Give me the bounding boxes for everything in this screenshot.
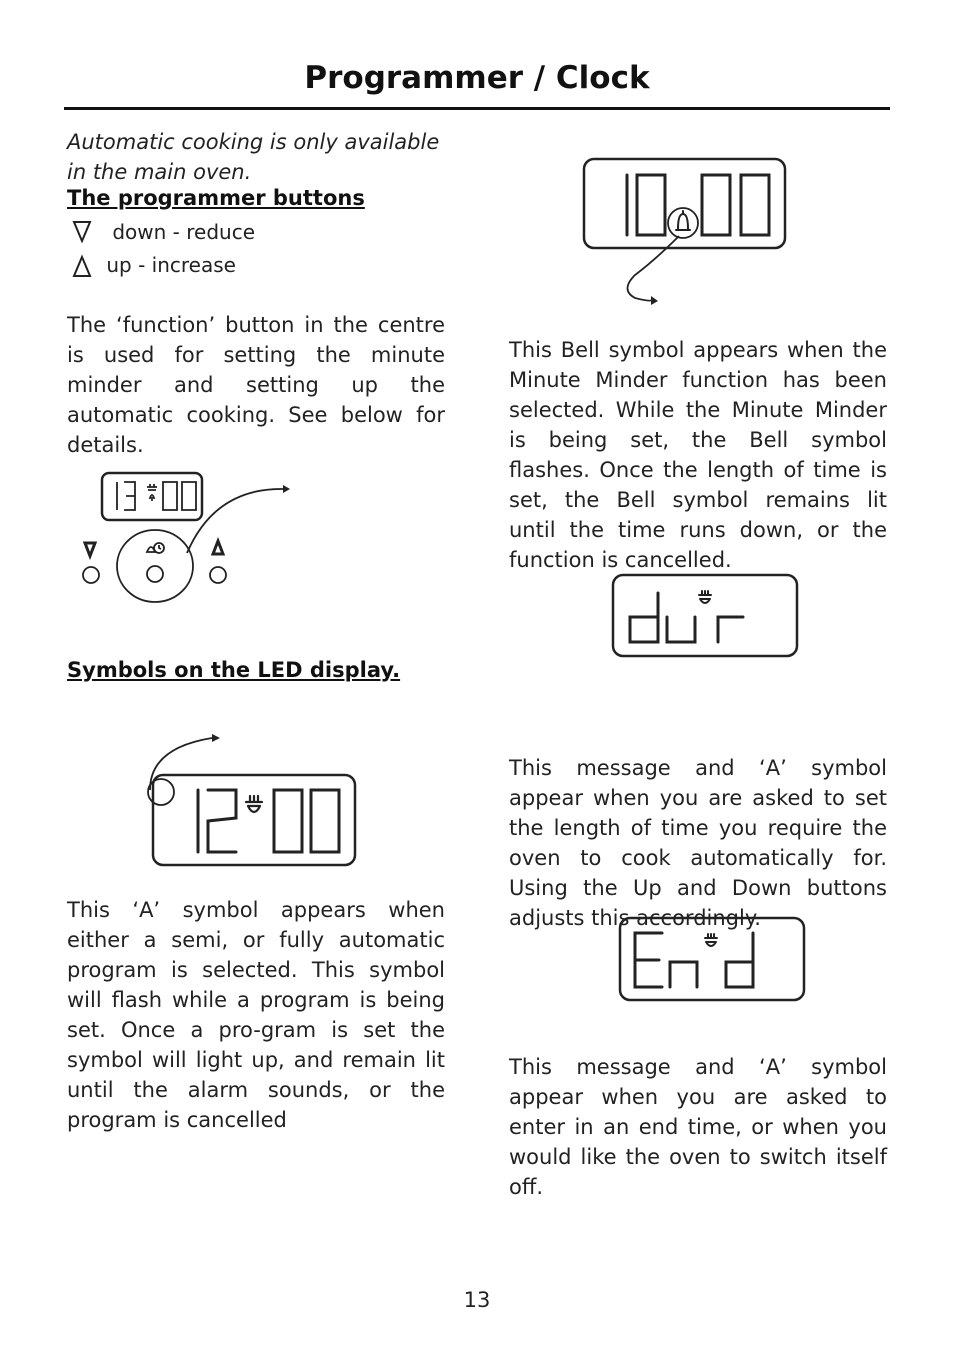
end-display — [612, 910, 812, 1010]
up-button[interactable] — [210, 567, 226, 583]
intro-text: Automatic cooking is only available in the main oven. — [67, 130, 440, 184]
up-arrow-icon — [72, 254, 92, 278]
clock-icon — [147, 543, 164, 553]
control-panel-diagram — [75, 468, 305, 608]
panel-pot-icon — [147, 484, 157, 500]
dur-pot-icon — [699, 591, 711, 603]
buttons-heading: The programmer buttons — [67, 186, 365, 210]
up-button-row — [72, 253, 236, 278]
end-pot-icon — [705, 934, 717, 946]
symbols-heading: Symbols on the LED display. — [67, 658, 401, 682]
function-button[interactable] — [147, 566, 163, 582]
auto-display-digits — [198, 790, 339, 852]
panel-down-arrow-icon — [85, 543, 95, 556]
bell-text: This Bell symbol appears when the Minute Minder function has been selected. While the Minute Minder is being set, the Bell symbol flashes. Once the length of time is set, the Bell symbol remains lit until the time runs down, or the function is cancelled. — [509, 338, 887, 572]
page-title: Programmer / Clock — [304, 60, 650, 96]
dur-text: This message and ‘A’ symbol appear when you are asked to set the length of time you require the oven to cook automatically for. Using the Up and Down buttons adjusts this accordingly. — [509, 756, 887, 930]
down-button[interactable] — [83, 567, 99, 583]
title-rule — [64, 107, 890, 110]
end-text: This message and ‘A’ symbol appear when you are asked to enter in an end time, or when you would like the oven to switch itself off. — [509, 1055, 887, 1199]
panel-up-arrow-icon — [213, 541, 223, 554]
down-arrow-icon — [72, 219, 92, 243]
up-label: up - increase — [106, 253, 236, 277]
down-button-row — [72, 219, 255, 244]
auto-pot-icon — [246, 796, 262, 812]
bell-display — [575, 150, 795, 310]
a-symbol-text: This ‘A’ symbol appears when either a semi, or fully automatic program is selected. This symbol will flash while a program is being set. Once a pro-gram is set the symbol will light up, and remain lit until the alarm sounds, or the program is cancelled — [67, 898, 445, 1132]
end-display-digits — [635, 933, 753, 987]
auto-symbol-display — [140, 728, 365, 873]
function-text: The ‘function’ button in the centre is used for setting the minute minder and setting up the automatic cooking. See below for details. — [67, 313, 445, 457]
page-number: 13 — [463, 1288, 491, 1312]
down-label: down - reduce — [112, 220, 256, 244]
dur-display — [605, 565, 805, 665]
dur-display-digits — [630, 593, 743, 642]
bell-icon — [676, 211, 690, 230]
